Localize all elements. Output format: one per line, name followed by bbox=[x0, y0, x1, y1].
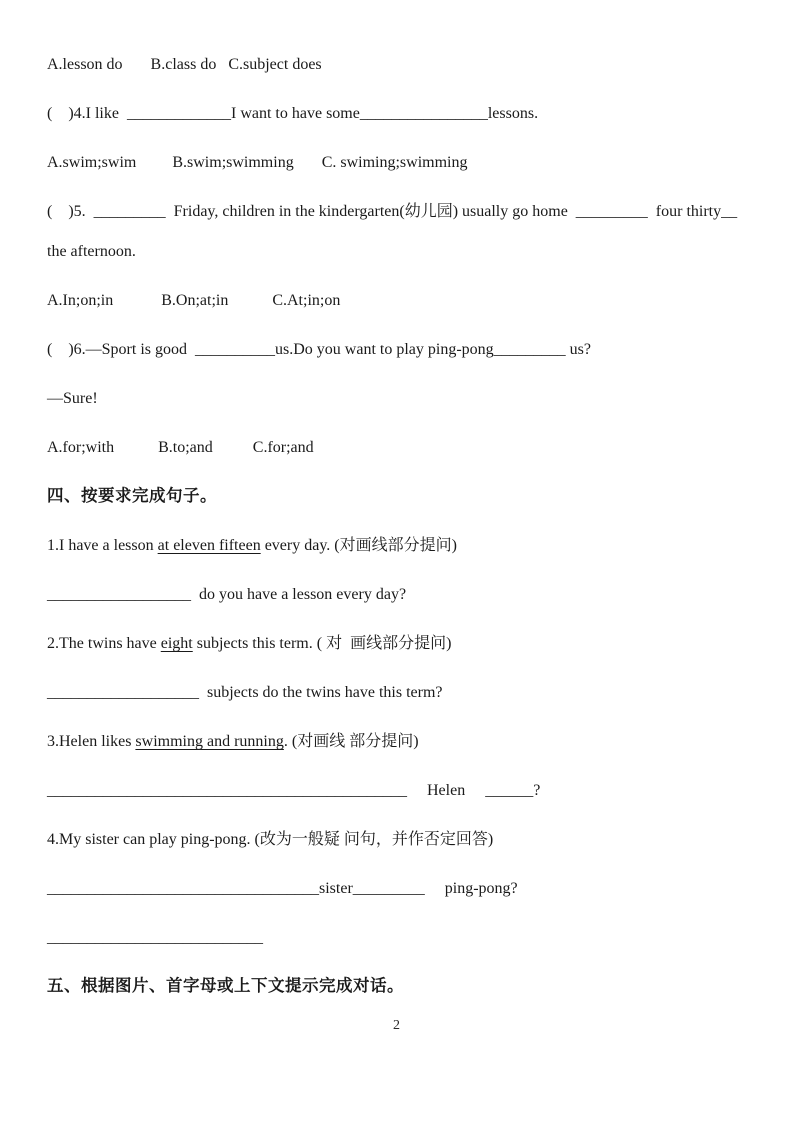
text-segment: every day. (对画线部分提问) bbox=[260, 537, 457, 554]
text-segment: A.lesson do B.class do C.subject does bbox=[47, 56, 322, 73]
section-4-heading bbox=[47, 472, 749, 521]
rewrite-3-answer bbox=[47, 766, 749, 815]
text-segment: us.Do you want to play ping-pong bbox=[275, 341, 494, 358]
text-segment: ( )6.—Sport is good bbox=[47, 341, 195, 358]
text-segment: subjects this term. ( 对 画线部分提问) bbox=[192, 635, 452, 652]
blank-field: _________ bbox=[352, 880, 425, 897]
question-6-reply bbox=[47, 374, 749, 423]
choices-q3 bbox=[47, 40, 749, 89]
rewrite-2-answer bbox=[47, 668, 749, 717]
text-segment: lessons. bbox=[487, 105, 539, 122]
text-segment: 五、根据图片、首字母或上下文提示完成对话。 bbox=[47, 977, 404, 995]
text-segment: the afternoon. bbox=[47, 243, 136, 260]
text-segment: A.for;with B.to;and C.for;and bbox=[47, 439, 314, 456]
text-segment: 4.My sister can play ping-pong. (改为一般疑 问句，并作否定回答) bbox=[47, 831, 494, 848]
choices-q4 bbox=[47, 138, 749, 187]
text-segment: ( )5. bbox=[47, 203, 94, 220]
question-5-line-1 bbox=[47, 187, 749, 236]
question-6 bbox=[47, 325, 749, 374]
blank-field: __________________ bbox=[47, 586, 191, 603]
text-segment: ping-pong? bbox=[424, 880, 518, 897]
blank-field: _________ bbox=[493, 341, 566, 358]
blank-field: ________________ bbox=[359, 105, 488, 122]
blank-field: _________ bbox=[93, 203, 166, 220]
blank-field: ______ bbox=[485, 782, 534, 799]
blank-field: ___________________ bbox=[47, 684, 199, 701]
rewrite-1-answer bbox=[47, 570, 749, 619]
blank-field: ___________________________ bbox=[47, 929, 263, 946]
text-segment: 四、按要求完成句子。 bbox=[47, 487, 217, 505]
text-segment: sister bbox=[319, 880, 353, 897]
blank-field: _____________ bbox=[126, 105, 231, 122]
text-segment: Helen bbox=[407, 782, 486, 799]
blank-field: _____________________________________________ bbox=[47, 782, 407, 799]
choices-q5 bbox=[47, 276, 749, 325]
rewrite-4-answer-line-2 bbox=[47, 913, 749, 962]
question-4 bbox=[47, 89, 749, 138]
rewrite-2-prompt bbox=[47, 619, 749, 668]
blank-field: __ bbox=[721, 203, 738, 220]
blank-field: _________ bbox=[575, 203, 648, 220]
underlined-text: at eleven fifteen bbox=[157, 537, 261, 554]
page-number: 2 bbox=[393, 1018, 400, 1033]
rewrite-3-prompt bbox=[47, 717, 749, 766]
text-segment: 3.Helen likes bbox=[47, 733, 136, 750]
section-5-heading bbox=[47, 962, 749, 1011]
underlined-text: eight bbox=[160, 635, 193, 652]
text-segment: Friday, children in the kindergarten(幼儿园) usually go home bbox=[165, 203, 576, 220]
text-segment: . (对画线 部分提问) bbox=[283, 733, 419, 750]
text-segment: —Sure! bbox=[47, 390, 98, 407]
text-segment: ( )4.I like bbox=[47, 105, 127, 122]
text-segment: A.swim;swim B.swim;swimming C. swiming;swimming bbox=[47, 154, 468, 171]
text-segment: A.In;on;in B.On;at;in C.At;in;on bbox=[47, 292, 341, 309]
text-segment: do you have a lesson every day? bbox=[191, 586, 407, 603]
text-segment: us? bbox=[565, 341, 591, 358]
text-segment: ? bbox=[533, 782, 541, 799]
text-segment: 1.I have a lesson bbox=[47, 537, 158, 554]
rewrite-4-answer bbox=[47, 864, 749, 913]
document-body bbox=[47, 40, 749, 1011]
text-segment: 2.The twins have bbox=[47, 635, 161, 652]
choices-q6 bbox=[47, 423, 749, 472]
blank-field: __________________________________ bbox=[47, 880, 319, 897]
text-segment: four thirty bbox=[647, 203, 722, 220]
rewrite-1-prompt bbox=[47, 521, 749, 570]
underlined-text: swimming and running bbox=[135, 733, 284, 750]
text-segment: subjects do the twins have this term? bbox=[199, 684, 443, 701]
rewrite-4-prompt bbox=[47, 815, 749, 864]
blank-field: __________ bbox=[195, 341, 275, 358]
text-segment: I want to have some bbox=[230, 105, 360, 122]
